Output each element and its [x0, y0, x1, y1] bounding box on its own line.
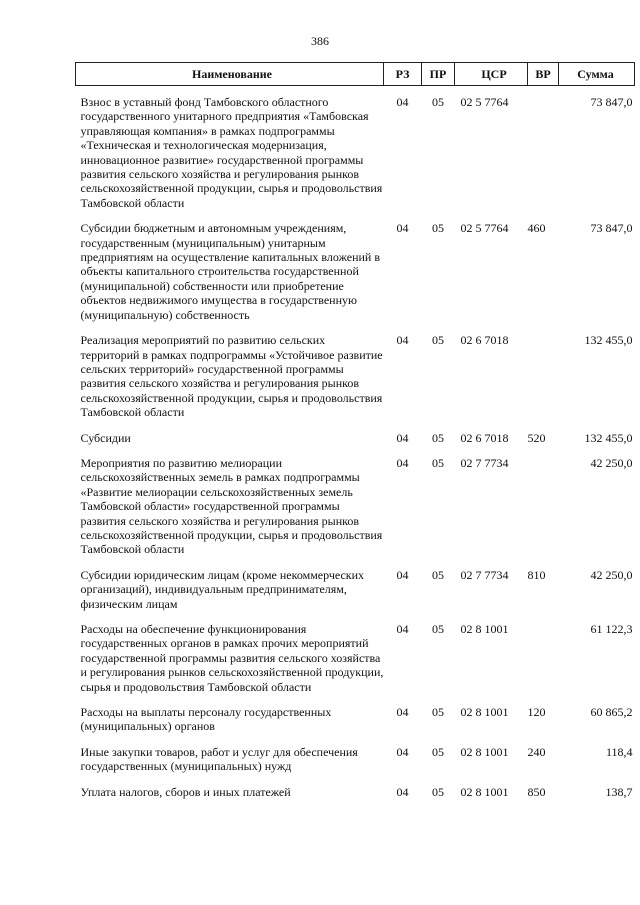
row-sum: 138,7 — [605, 784, 633, 799]
table-row — [76, 622, 635, 705]
page-number: 386 — [311, 34, 329, 48]
row-pr: 05 — [432, 744, 444, 759]
row-csr: 02 6 7018 — [460, 430, 509, 445]
table-row — [76, 785, 635, 810]
row-pr: 05 — [432, 567, 444, 582]
table-header-row — [76, 63, 635, 86]
header-rz: РЗ — [384, 63, 422, 86]
row-vr: 240 — [527, 744, 546, 759]
row-rz: 04 — [396, 455, 409, 470]
row-name: Иные закупки товаров, работ и услуг для обеспечения государственных (муниципальных) нужд — [80, 744, 358, 774]
row-rz: 04 — [396, 430, 409, 445]
header-vr: ВР — [528, 63, 559, 86]
row-csr: 02 8 1001 — [460, 705, 509, 720]
row-pr: 05 — [432, 95, 444, 109]
row-sum: 60 865,2 — [590, 705, 633, 720]
row-sum: 61 122,3 — [590, 622, 633, 636]
row-csr: 02 5 7764 — [460, 221, 509, 236]
row-name: Субсидии бюджетным и автономным учреждениям, государственным (муниципальным) унитарным предприятиям на осуществление капитальных вложений в объекты капитального строительства государственной (муниципальной) собственности или приобретение объектов недвижимого имущества в государственную (муниципальную) собственность — [80, 221, 380, 322]
row-csr: 02 7 7734 — [460, 567, 509, 582]
row-sum: 132 455,0 — [584, 430, 633, 445]
row-name: Субсидии — [80, 430, 131, 445]
row-name: Расходы на обеспечение функционирования государственных органов в рамках прочих мероприятий государственной программы развития сельского хозяйства и регулирования рынков сельскохозяйственной продукции, сырья и продовольствия Тамбовской области — [80, 622, 384, 694]
row-csr: 02 8 1001 — [460, 744, 509, 759]
row-name: Реализация мероприятий по развитию сельских территорий в рамках подпрограммы «Устойчивое развитие сельских территорий» государственной программы развития сельского хозяйства и регулирования рынков сельскохозяйственной продукции, сырья и продовольствия Тамбовской области — [80, 333, 383, 420]
row-vr: 850 — [527, 784, 546, 799]
header-sum: Сумма — [559, 63, 635, 86]
table-row — [76, 745, 635, 785]
table-row — [76, 456, 635, 568]
row-csr: 02 8 1001 — [460, 784, 509, 799]
row-sum: 73 847,0 — [590, 95, 633, 109]
row-vr: 120 — [527, 705, 546, 720]
row-name: Мероприятия по развитию мелиорации сельскохозяйственных земель в рамках подпрограммы «Развитие мелиорации сельскохозяйственных земель Тамбовской области» государственной программы развития сельского хозяйства и регулирования рынков сельскохозяйственной продукции, сырья и продовольствия Тамбовской области — [80, 455, 383, 557]
table-row — [76, 221, 635, 333]
row-pr: 05 — [432, 705, 444, 720]
row-rz: 04 — [396, 705, 409, 720]
table-row — [76, 431, 635, 456]
row-pr: 05 — [432, 455, 444, 470]
row-rz: 04 — [396, 784, 409, 799]
row-name: Субсидии юридическим лицам (кроме некоммерческих организаций), индивидуальным предпринимателям, физическим лицам — [80, 567, 365, 611]
row-vr — [528, 333, 559, 430]
row-rz: 04 — [396, 221, 409, 236]
row-sum: 42 250,0 — [590, 567, 633, 582]
row-csr: 02 8 1001 — [460, 622, 509, 636]
row-rz: 04 — [396, 622, 409, 636]
row-sum: 73 847,0 — [590, 221, 633, 236]
row-rz: 04 — [396, 95, 409, 109]
row-csr: 02 6 7018 — [460, 333, 509, 348]
row-vr: 520 — [527, 430, 546, 445]
table-row — [76, 568, 635, 622]
row-sum: 118,4 — [605, 744, 633, 759]
row-pr: 05 — [432, 430, 444, 445]
table-row — [76, 86, 635, 222]
row-vr: 810 — [527, 567, 546, 582]
row-pr: 05 — [432, 622, 444, 636]
row-vr — [528, 622, 559, 705]
row-rz: 04 — [396, 744, 409, 759]
header-name: Наименование — [76, 63, 384, 86]
row-name: Взнос в уставный фонд Тамбовского областного государственного унитарного предприятия «Тамбовская управляющая компания» в рамках подпрограммы «Техническая и технологическая модернизация, инновационное развитие» государственной программы развития сельского хозяйства и регулирования рынков сельскохозяйственной продукции, сырья и продовольствия Тамбовской области — [80, 95, 383, 210]
header-pr: ПР — [422, 63, 455, 86]
row-rz: 04 — [396, 567, 409, 582]
row-csr: 02 5 7764 — [460, 95, 509, 109]
row-csr: 02 7 7734 — [460, 455, 509, 470]
row-vr — [528, 456, 559, 568]
row-name: Расходы на выплаты персоналу государственных (муниципальных) органов — [80, 705, 332, 734]
header-csr: ЦСР — [455, 63, 528, 86]
row-vr: 460 — [527, 221, 546, 236]
table-row — [76, 705, 635, 745]
row-rz: 04 — [396, 333, 409, 348]
row-sum: 132 455,0 — [584, 333, 633, 348]
row-pr: 05 — [432, 784, 444, 799]
row-vr — [528, 86, 559, 222]
budget-table — [75, 62, 635, 810]
table-row — [76, 333, 635, 430]
row-name: Уплата налогов, сборов и иных платежей — [80, 784, 291, 799]
row-pr: 05 — [432, 333, 444, 348]
row-pr: 05 — [432, 221, 444, 236]
row-sum: 42 250,0 — [590, 455, 633, 470]
